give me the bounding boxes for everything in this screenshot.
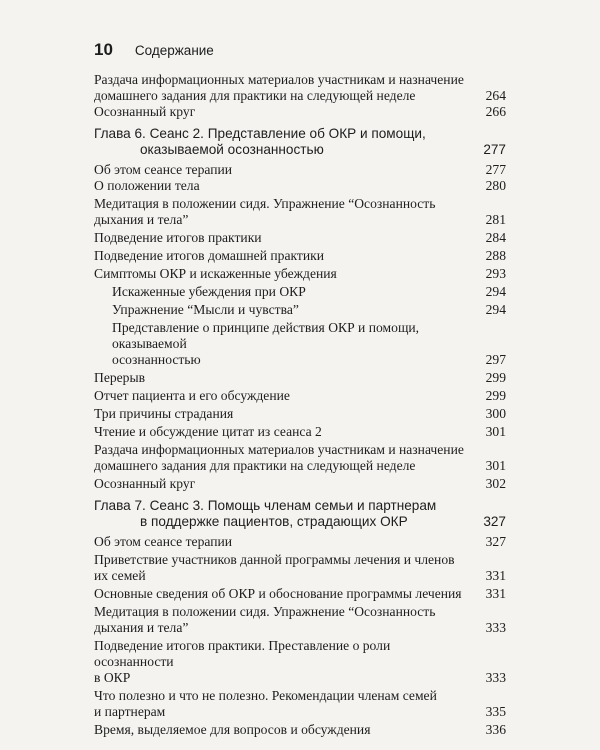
toc-entry-line: Представление о принципе действия ОКР и помощи, оказываемой [112, 320, 420, 351]
toc-page-number: 280 [485, 178, 506, 193]
toc-entry-line: дыхания и тела” [94, 212, 189, 227]
toc-entry [94, 72, 506, 104]
toc-entry-line: Время, выделяемое для вопросов и обсуждения [94, 722, 371, 737]
toc-entry [94, 604, 506, 636]
toc-entry-title [94, 476, 506, 492]
toc-entry-line: Основные сведения об ОКР и обоснование программы лечения [94, 586, 462, 601]
toc-entry-line: Медитация в положении сидя. Упражнение “Осознанность [94, 604, 436, 619]
toc-page-number: 293 [485, 266, 506, 281]
toc-entry-title [94, 688, 506, 720]
toc-entry [94, 406, 506, 422]
toc-entry-line: Об этом сеансе терапии [94, 534, 233, 549]
table-of-contents [94, 72, 506, 738]
toc-page-number: 264 [485, 88, 506, 103]
toc-page-number: 331 [485, 568, 506, 583]
toc-entry-line: Три причины страдания [94, 406, 234, 421]
toc-entry-line: оказываемой осознанностью [140, 142, 324, 157]
toc-entry [94, 104, 506, 120]
toc-entry-title [94, 534, 506, 550]
toc-page-number: 333 [485, 670, 506, 685]
toc-chapter-heading [94, 498, 506, 530]
toc-entry [94, 230, 506, 246]
toc-entry-title [94, 266, 506, 282]
toc-entry-title [94, 104, 506, 120]
toc-entry [94, 638, 506, 686]
toc-entry-line: Подведение итогов практики. Преставление о роли осознанности [94, 638, 391, 669]
toc-entry-line: Подведение итогов практики [94, 230, 262, 245]
toc-entry-line: Глава 7. Сеанс 3. Помощь членам семьи и партнерам [94, 498, 437, 513]
toc-entry-title [94, 126, 506, 158]
toc-page-number: 299 [485, 370, 506, 385]
toc-entry-line: Отчет пациента и его обсуждение [94, 388, 290, 403]
toc-entry-line: и партнерам [94, 704, 166, 719]
toc-entry [94, 722, 506, 738]
toc-entry [94, 370, 506, 386]
toc-entry [94, 476, 506, 492]
toc-entry [94, 248, 506, 264]
toc-subentry [94, 302, 506, 318]
toc-entry-line: Приветствие участников данной программы лечения и членов [94, 552, 455, 567]
toc-entry-title [94, 586, 506, 602]
running-title: Содержание [134, 43, 214, 58]
toc-entry-line: Искаженные убеждения при ОКР [112, 284, 306, 299]
toc-entry-line: Осознанный круг [94, 104, 196, 119]
toc-entry-title [94, 370, 506, 386]
toc-page-number: 297 [485, 352, 506, 367]
toc-subentry [94, 284, 506, 300]
toc-entry [94, 424, 506, 440]
toc-entry-title [94, 722, 506, 738]
toc-entry-line: Перерыв [94, 370, 146, 385]
toc-entry-line: Об этом сеансе терапии [94, 162, 233, 177]
toc-entry-title [94, 498, 506, 530]
toc-page-number: 277 [483, 142, 506, 157]
toc-entry-title [94, 162, 506, 178]
toc-entry-line: Подведение итогов домашней практики [94, 248, 325, 263]
toc-entry-line: О положении тела [94, 178, 200, 193]
toc-entry-title [94, 442, 506, 474]
toc-entry-line: их семей [94, 568, 146, 583]
toc-entry-title [94, 552, 506, 584]
toc-entry-line: Симптомы ОКР и искаженные убеждения [94, 266, 337, 281]
toc-entry-title [94, 178, 506, 194]
toc-entry-title [94, 302, 506, 318]
toc-entry [94, 534, 506, 550]
toc-entry-line: Чтение и обсуждение цитат из сеанса 2 [94, 424, 322, 439]
toc-page-number: 299 [485, 388, 506, 403]
toc-entry-line: в ОКР [94, 670, 131, 685]
toc-entry-title [94, 230, 506, 246]
page-number: 10 [94, 40, 113, 59]
toc-page-number: 281 [485, 212, 506, 227]
toc-page-number: 336 [485, 722, 506, 737]
toc-entry [94, 442, 506, 474]
toc-page-number: 333 [485, 620, 506, 635]
toc-page-number: 302 [485, 476, 506, 491]
toc-entry-line: Упражнение “Мысли и чувства” [112, 302, 299, 317]
toc-entry [94, 196, 506, 228]
toc-entry-title [94, 388, 506, 404]
toc-entry-title [94, 424, 506, 440]
toc-subentry [94, 320, 506, 368]
toc-entry [94, 688, 506, 720]
toc-page-number: 300 [485, 406, 506, 421]
toc-entry-title [94, 320, 506, 368]
toc-page-number: 327 [483, 514, 506, 529]
toc-entry-title [94, 284, 506, 300]
toc-page-number: 277 [485, 162, 506, 177]
toc-entry [94, 388, 506, 404]
toc-entry [94, 162, 506, 178]
toc-entry-line: домашнего задания для практики на следующей неделе [94, 458, 416, 473]
toc-page-number: 294 [485, 302, 506, 317]
toc-entry [94, 266, 506, 282]
toc-page-number: 301 [485, 424, 506, 439]
toc-page-number: 331 [485, 586, 506, 601]
toc-entry-line: Осознанный круг [94, 476, 196, 491]
toc-page-number: 288 [485, 248, 506, 263]
toc-entry-line: Что полезно и что не полезно. Рекомендации членам семей [94, 688, 437, 703]
toc-page-number: 266 [485, 104, 506, 119]
toc-entry-title [94, 72, 506, 104]
toc-entry-line: Раздача информационных материалов участникам и назначение [94, 442, 464, 457]
toc-entry [94, 586, 506, 602]
toc-entry-title [94, 406, 506, 422]
toc-entry-title [94, 604, 506, 636]
toc-page-number: 301 [485, 458, 506, 473]
toc-entry-line: осознанностью [112, 352, 201, 367]
toc-chapter-heading [94, 126, 506, 158]
toc-entry [94, 178, 506, 194]
page-header [94, 40, 214, 60]
toc-entry-title [94, 638, 506, 686]
toc-page-number: 284 [485, 230, 506, 245]
toc-entry-line: Глава 6. Сеанс 2. Представление об ОКР и помощи, [94, 126, 426, 141]
toc-page-number: 327 [485, 534, 506, 549]
toc-entry-title [94, 248, 506, 264]
toc-entry-title [94, 196, 506, 228]
toc-entry-line: Медитация в положении сидя. Упражнение “Осознанность [94, 196, 436, 211]
toc-entry-line: Раздача информационных материалов участникам и назначение [94, 72, 464, 87]
toc-entry-line: домашнего задания для практики на следующей неделе [94, 88, 416, 103]
toc-entry-line: в поддержке пациентов, страдающих ОКР [140, 514, 408, 529]
toc-page-number: 335 [485, 704, 506, 719]
toc-entry [94, 552, 506, 584]
toc-page-number: 294 [485, 284, 506, 299]
toc-entry-line: дыхания и тела” [94, 620, 189, 635]
